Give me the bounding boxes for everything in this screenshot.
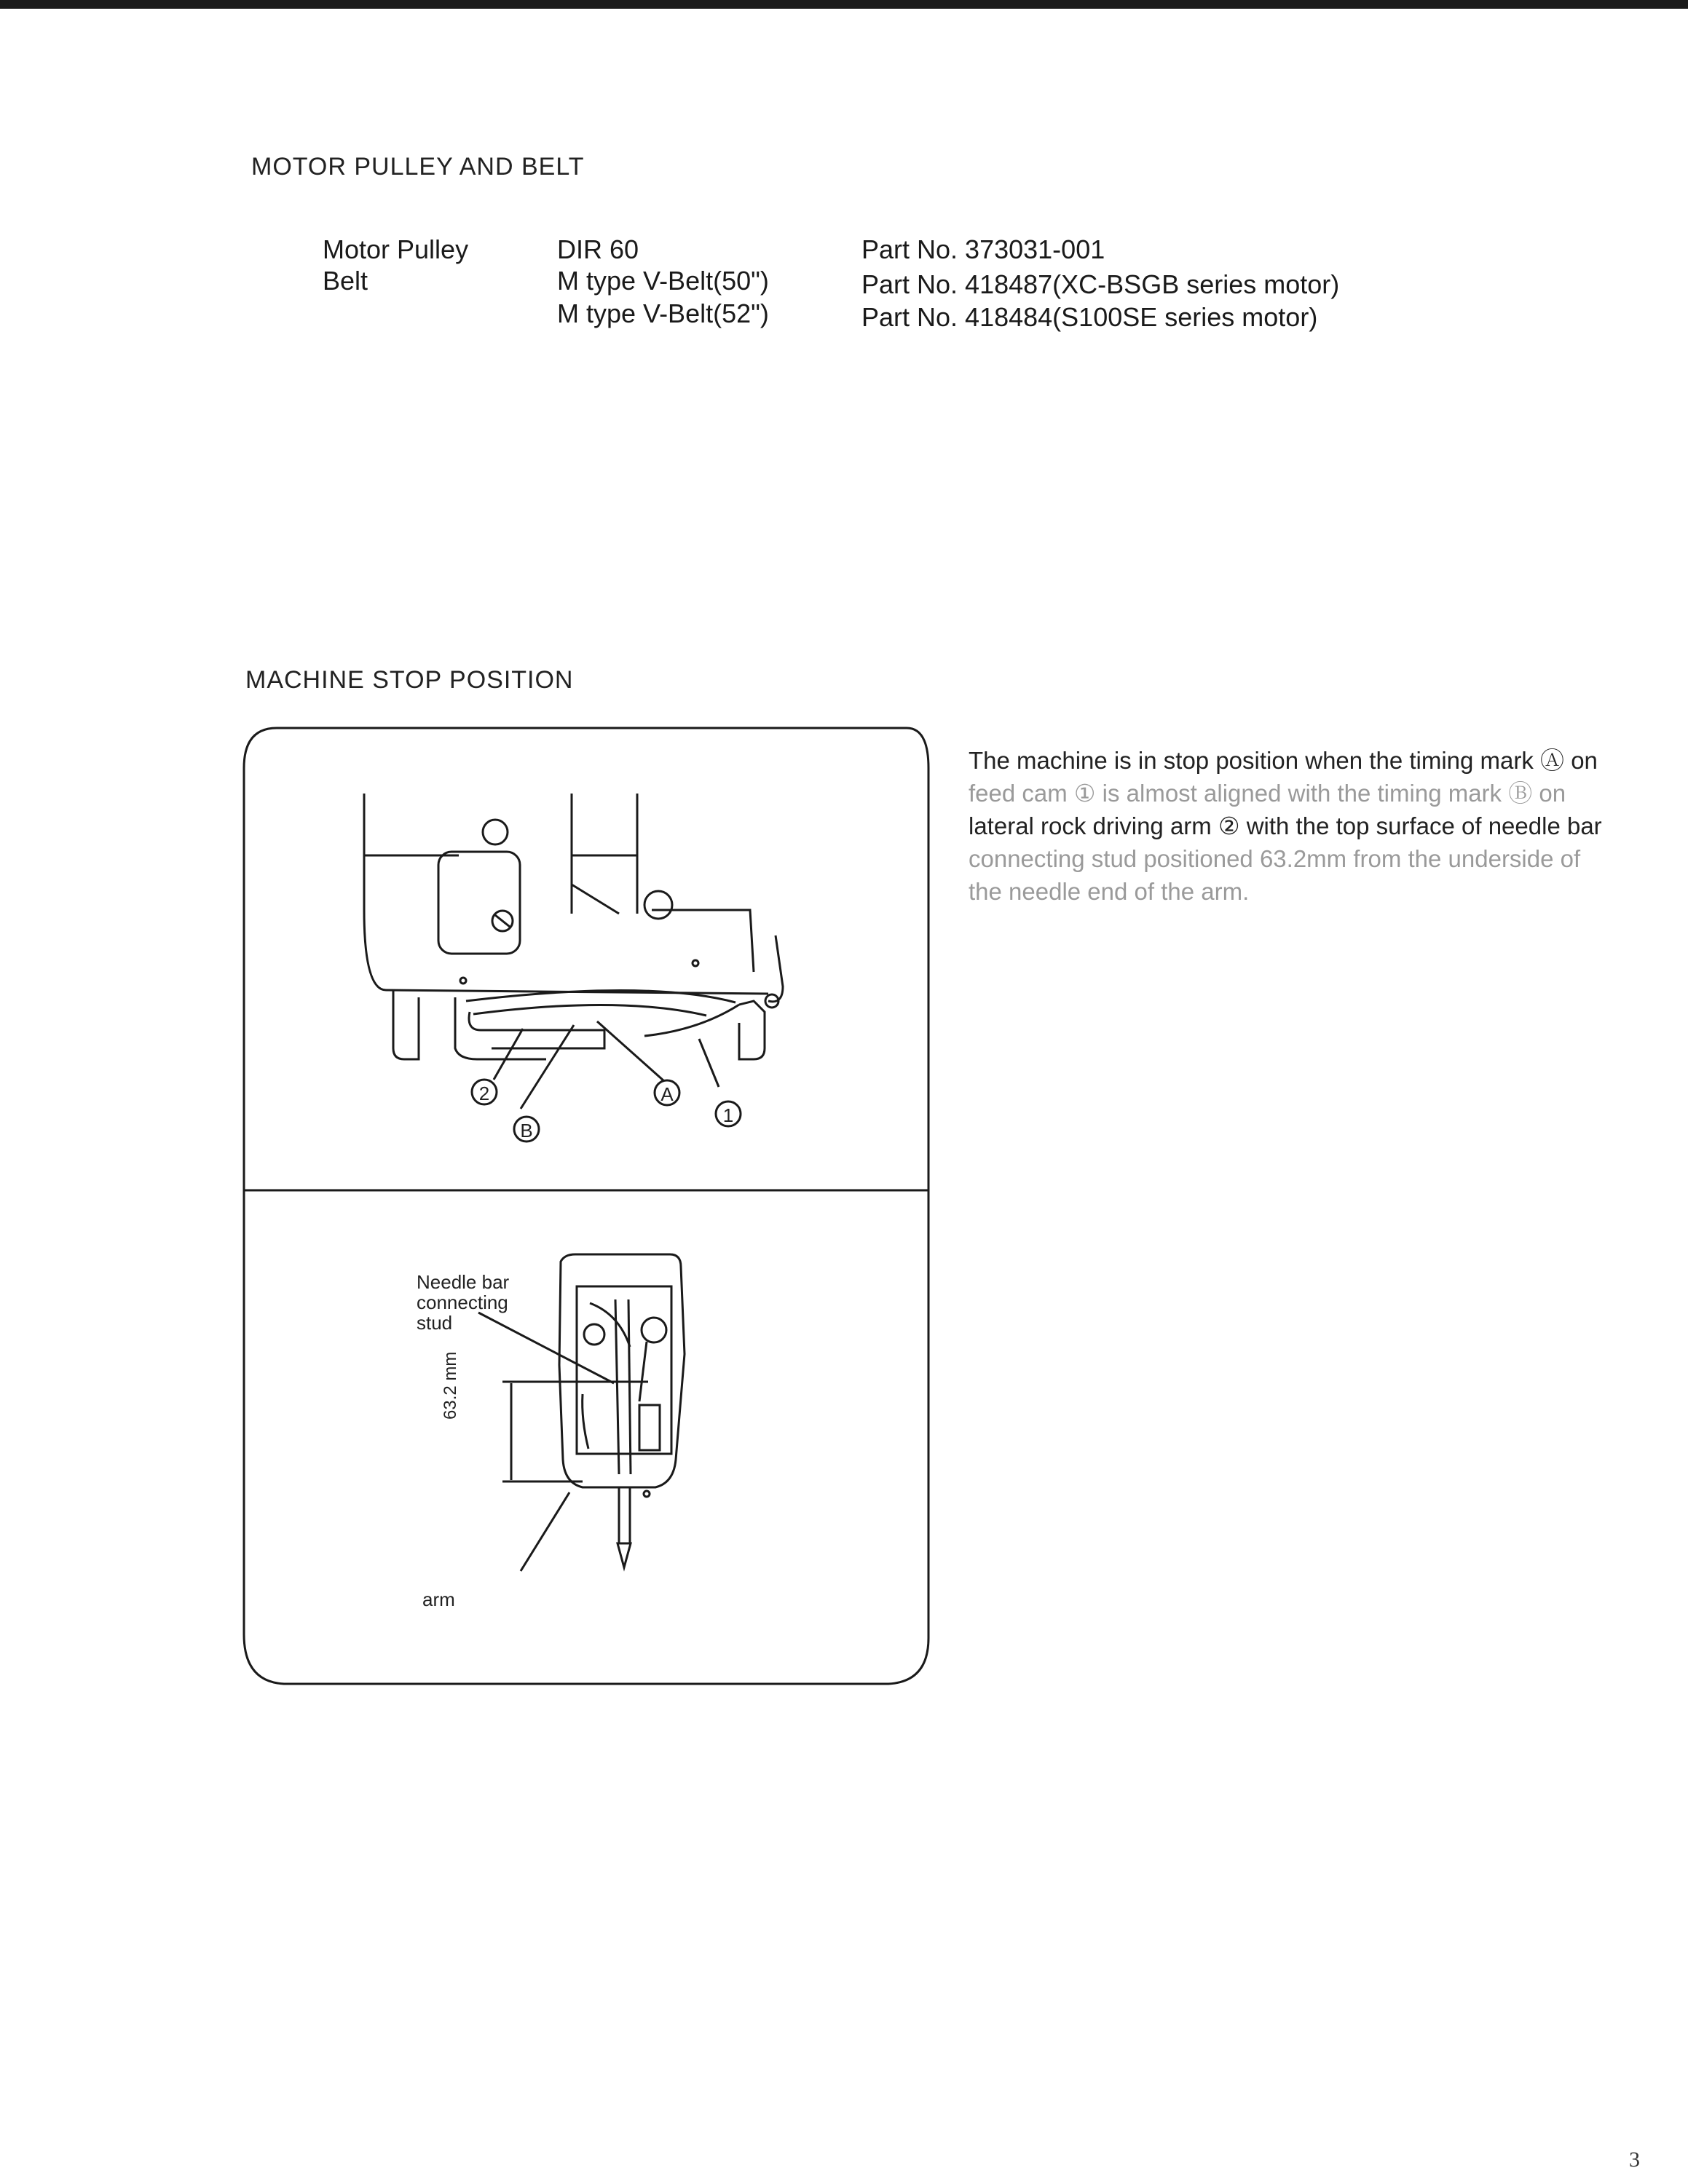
row-3-part: Part No. 418484(S100SE series motor) — [861, 302, 1318, 332]
machine-underside-illustration — [364, 794, 783, 1142]
figure-frame — [244, 728, 928, 1684]
dimension-label: 63.2 mm — [441, 1351, 460, 1420]
row-1-spec: DIR 60 — [557, 234, 639, 264]
row-3-spec: M type V-Belt(52") — [557, 298, 769, 328]
callout-line-2: connecting — [417, 1291, 508, 1313]
callout-line-3: stud — [417, 1312, 453, 1334]
scan-top-border — [0, 0, 1688, 9]
description-line-3: lateral rock driving arm ② with the top surface of needle bar — [969, 812, 1602, 839]
description-line-2: feed cam ① is almost aligned with the timing mark Ⓑ on — [969, 780, 1566, 807]
description-line-5: the needle end of the arm. — [969, 878, 1250, 905]
arm-label: arm — [422, 1588, 455, 1610]
row-2-part: Part No. 418487(XC-BSGB series motor) — [861, 269, 1340, 299]
section-heading-machine-stop: MACHINE STOP POSITION — [245, 666, 574, 694]
figure-drawing — [240, 724, 932, 1685]
page-number: 3 — [1629, 2148, 1640, 2172]
needle-end-illustration — [478, 1254, 685, 1571]
marker-1-label: 1 — [722, 1104, 734, 1126]
marker-b-label: B — [520, 1120, 533, 1142]
row-1-part: Part No. 373031-001 — [861, 234, 1105, 264]
section-heading-motor-pulley: MOTOR PULLEY AND BELT — [251, 153, 585, 181]
marker-a-label: A — [660, 1083, 674, 1105]
needle-bar-stud-callout — [417, 1272, 509, 1333]
row-2-spec: M type V-Belt(50") — [557, 266, 769, 296]
machine-stop-figure — [240, 724, 932, 1685]
callout-line-1: Needle bar — [417, 1271, 510, 1293]
marker-2-label: 2 — [478, 1083, 490, 1104]
row-2-item: Belt — [323, 266, 368, 296]
description-line-4: connecting stud positioned 63.2mm from the underside of — [969, 845, 1581, 872]
stop-position-description — [969, 744, 1668, 908]
description-line-1: The machine is in stop position when the timing mark Ⓐ on — [969, 747, 1598, 774]
row-1-item: Motor Pulley — [323, 234, 469, 264]
